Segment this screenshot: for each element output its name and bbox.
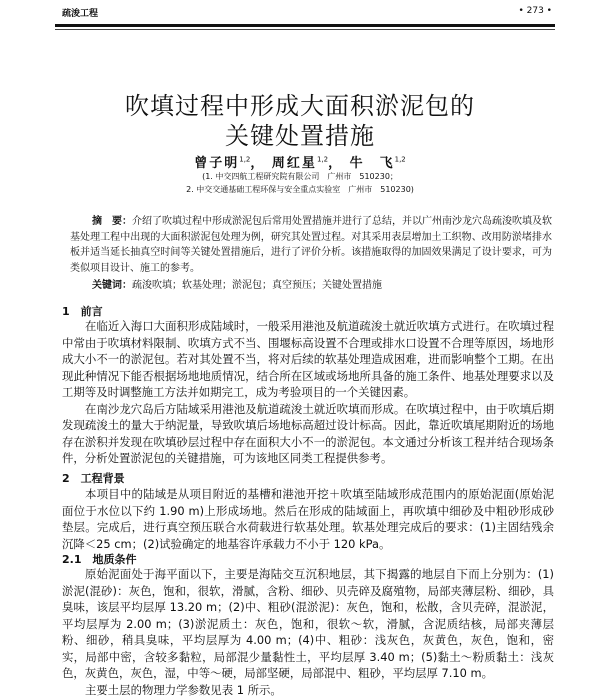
abstract-label: 摘 要： xyxy=(92,216,132,227)
running-header-journal: 疏浚工程 xyxy=(62,6,98,19)
header-rule-thin xyxy=(55,29,555,30)
paragraph: 原始泥面处于海平面以下，主要是海陆交互沉积地层，其下揭露的地层自下而上分别为：(1)淤泥(混砂)：灰色，饱和，很软，滑腻，含粉、细砂、贝壳碎及腐殖物，局部夹薄层粉、细砂，具臭味，该层平均层厚 13.20 m；(2)中、粗砂(混淤泥)：灰色，饱和，松散，含贝壳碎，混淤泥，平均层厚为 2.00 m；(3)淤泥质土：灰色，饱和，很软～软，滑腻，含泥质结核，局部夹薄层粉、细砂，稍具臭味，平均层厚为 4.00 m；(4)中、粗砂：浅灰色，灰黄色，灰色，饱和，密实，局部中密，含较多黏粒，局部混少量黏性土，平均层厚 3.40 m；(5)黏土～粉质黏土：浅灰色，灰黄色，灰色，湿，中等～硬，局部坚硬，局部混中、粗砂，平均层厚 7.10 m。 xyxy=(62,566,554,682)
author-affil: 1,2 xyxy=(317,156,328,164)
section-1-heading: 1 前言 xyxy=(62,303,103,319)
section-2-1-body xyxy=(62,566,554,698)
header-rule-thick xyxy=(55,24,555,27)
author-affil: 1,2 xyxy=(395,156,406,164)
section-1-body xyxy=(62,318,554,467)
abstract-text: 介绍了吹填过程中形成淤泥包后常用处置措施并进行了总结，并以广州南沙龙穴岛疏浚吹填及软基处理工程中出现的大面积淤泥包处理为例，研究其处置过程。对其采用表层增加土工织物、改用防淤堵排水板并适当延长抽真空时间等关键处置措施后，进行了评价分析。该措施取得的加固效果满足了设计要求，可为类似项目设计、施工的参考。 xyxy=(70,216,552,274)
author-affil: 1,2 xyxy=(239,156,250,164)
section-2-heading: 2 工程背景 xyxy=(62,470,125,486)
paragraph: 在临近入海口大面积形成陆域时，一般采用港池及航道疏浚土就近吹填方式进行。在吹填过程中常由于吹填材料限制、吹填方式不当、围堰标高设置不合理或排水口设置不合理等原因，场地形成大小不一的淤泥包。若对其处置不当，将对后续的软基处理造成困难，进而影响整个工期。在出现此种情况下能否根据场地地质情况，结合所在区域或场地所具备的施工条件、地基处理要求以及工期等及时调整施工方法并如期完工，成为考验项目的一个关键因素。 xyxy=(62,318,554,401)
title-line-1: 吹填过程中形成大面积淤泥包的 xyxy=(0,86,600,121)
paragraph: 主要土层的物理力学参数见表 1 所示。 xyxy=(62,682,554,698)
author-name: 曾子明 xyxy=(194,156,239,171)
author-name: 牛 飞 xyxy=(350,156,395,171)
section-2-body xyxy=(62,486,554,552)
authors: 曾子明$^{1,2}$， 周红星$^{1,2}$， 牛 飞$^{1,2}$ xyxy=(0,152,600,171)
paragraph: 本项目中的陆域是从项目附近的基槽和港池开挖＋吹填至陆域形成范围内的原始泥面(原始泥面位于水位以下约 1.90 m)上形成场地。然后在形成的陆域面上，再吹填中细砂及中粗砂形成砂垫层。完成后，进行真空预压联合水荷载进行软基处理。软基处理完成后的要求：(1)主固结残余沉降＜25 cm；(2)试验确定的地基容许承载力不小于 120 kPa。 xyxy=(62,486,554,552)
paragraph: 在南沙龙穴岛后方陆域采用港池及航道疏浚土就近吹填而形成。在吹填过程中，由于吹填后期发现疏浚土的量大于纳泥量，导致吹填后场地标高超过设计标高。因此，靠近吹填尾期附近的场地存在淤积并发现在吹填砂层过程中存在面积大小不一的淤泥包。本文通过分析该工程并结合现场条件，分析处置淤泥包的关键措施，可为该地区同类工程提供参考。 xyxy=(62,401,554,467)
abstract xyxy=(70,214,552,294)
affiliation-1: (1. 中交四航工程研究院有限公司 广州市 510230； xyxy=(0,171,600,182)
page-number: • 273 • xyxy=(518,6,552,16)
author-name: 周红星 xyxy=(272,156,317,171)
affiliation-2: 2. 中交交通基础工程环保与安全重点实验室 广州市 510230) xyxy=(0,184,600,195)
keywords: 疏浚吹填；软基处理；淤泥包；真空预压；关键处置措施 xyxy=(132,280,382,291)
section-2-1-heading: 2.1 地质条件 xyxy=(62,551,137,567)
keywords-label: 关键词： xyxy=(92,280,132,291)
title-line-2: 关键处置措施 xyxy=(0,116,600,151)
